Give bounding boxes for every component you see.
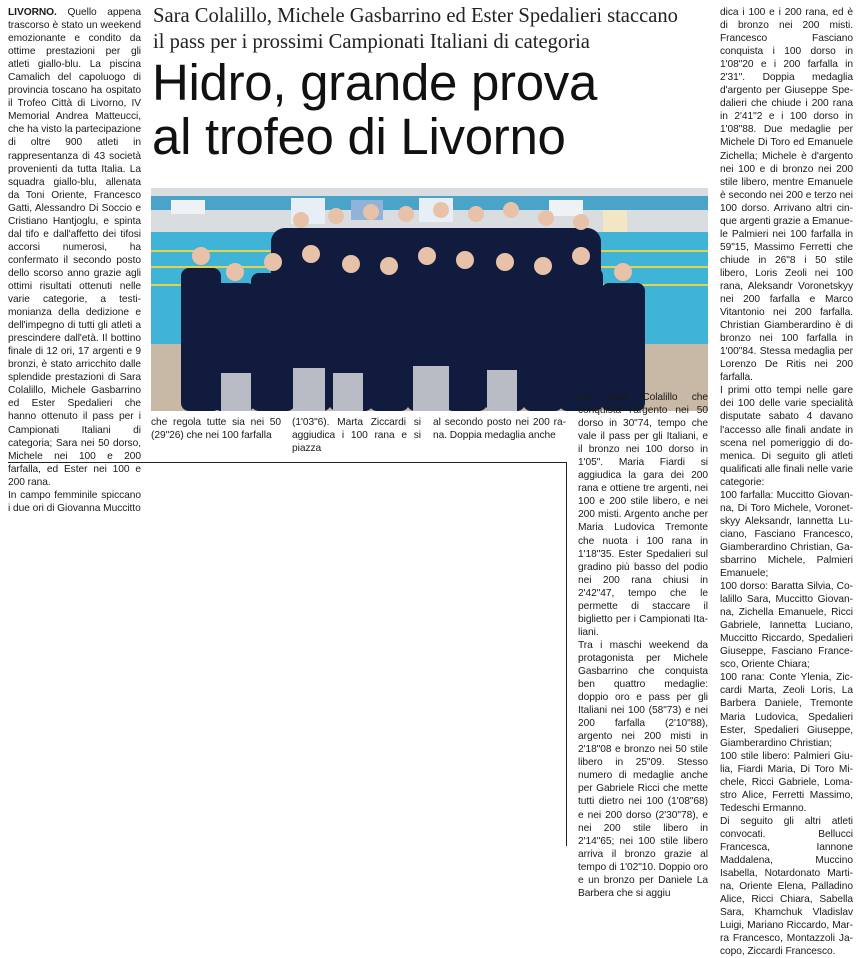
wall-banner	[549, 200, 583, 216]
paragraph: In campo femminile spiccano i due ori di Giovanna Muccitto	[8, 489, 141, 514]
paragraph: 100 stile libero: Palmieri Giulia, Fiardi Maria, Di Toro Michele, Ricci Gabriele, Lomastro Alice, Ferretti Massimo, Tedeschi Ermanno.	[720, 750, 853, 814]
team-photo-image	[151, 188, 708, 411]
paragraph: 100 dorso: Baratta Silvia, Colalillo Sara, Muccitto Giovanna, Zichella Emanuele, Ricci Gabriele, Iannetta Luciano, Muccitto Riccardo, Spedalieri Giuseppe, Fasciano Francesco, Oriente Chiara;	[720, 581, 853, 671]
paragraph: Di seguito gli altri atleti convocati. Bellucci Francesca, Iannone Maddalena, Muccino Isabella, Notardonato Martina, Oriente Elena, Palladino Alice, Ricci Chiara, Sabella Sara, Khamchuk Vladislav Luigi, Mariano Riccardo, Marra Francesco, Montazzoli Jacopo, Ziccardi Francesco.	[720, 815, 853, 958]
article-column-under-photo-1	[151, 416, 281, 442]
kicker-line: il pass per i prossimi Campionati Italiani di categoria	[153, 31, 590, 53]
article-headline	[152, 56, 712, 164]
paragraph: dica i 100 e i 200 rana, ed è di bronzo nei 200 misti. Francesco Fasciano conquista i 100 dorso in 1'08"20 e i 200 farfalla in 2'31". Doppia medaglia d'argento per Giuseppe Spedalieri che chiude i 200 rana in 2'41"2 e i 100 dorso in 1'08"88. Due medaglie per Michele Di Toro ed Emanuele Zichella; Michele è d'argento nei 100 e di bronzo nei 200 stile libero, mentre Emanuele è secondo nei 200 e terzo nei 100 dorso. Arrivano altri cinque argenti grazie a Emanuele Palmieri nei 100 farfalla in 59"15, Massimo Ferretti che chiude in 26"8 i 50 stile libero, Loris Zeoli nei 100 rana, Aleksandr Voronetskyy nei 200 farfalla e Marco Vitantonio nei 200 farfalla. Christian Giamberardino è di bronzo nei 100 farfalla in 1'00"84. Stessa medaglia per Lorenzo De Ritis nei 200 farfalla.	[720, 7, 853, 384]
paragraph: 100 rana: Conte Ylenia, Ziccardi Marta, Zeoli Loris, La Barbera Daniele, Tremonte Maria Ludovica, Spedalieri Ester, Spedalieri Giuseppe, Giamberardino Christian;	[720, 672, 853, 749]
dateline: LIVORNO.	[8, 7, 57, 18]
paragraph: I primi otto tempi nelle gare dei 100 delle varie specialità disputate sabato 4 davano l'accesso alle finali andate in scena nel pomeriggio di domenica. Di seguito gli atleti qualificati alle finali nelle varie categorie:	[720, 385, 853, 488]
article-column-1	[8, 6, 141, 515]
paragraph-text: Quello appena trascorso è stato un weekend emozionante e condito da ottime prestazioni per gli atleti giallo-blu. La piscina Camalich del capoluogo di provincia toscano ha ospitato il Trofeo Città di Livorno, IV Memorial Andrea Matteucci, che ha visto la partecipazione di oltre 900 atleti in rappresentanza di 43 società provenienti da tutta Italia. La squadra giallo-blu, allenata da Toni Oriente, Francesco Gatti, Alessandro Di Soccio e Cristiano Hantjoglu, e spinta dal tifo e dall'affetto dei tifosi accorsi numerosi, ha confermato il secondo posto dello scorso anno grazie agli ottimi risultati ottenuti nelle varie categorie, a testimonianza della dedizione e dell'impegno di tutti gli atleti a prescindere dall'età. Il bottino finale di 12 ori, 17 argenti e 9 bronzi, è stato arricchito dalle splendide prestazioni di Sara Colalillo, Michele Gasbarrino ed Ester Spedalieri che hanno ottenuto il pass per i Campionati Italiani di categoria; Sara nei 50 dorso, Michele nei 100 e 200 farfalla, ed Ester nei 100 e 200 rana.	[8, 7, 141, 488]
paragraph: per Sara Colalillo che conquista l'argento nei 50 dorso in 30"74, tempo che vale il pass per gli Italiani, e il bronzo nei 100 dorso in 1'05". Maria Fiardi si aggiudica la gara dei 200 rana e ottiene tre argenti, nei 100 e 200 stile libero, e nei 200 misti. Argento anche per Maria Ludovica Tremonte che nuota i 100 rana in 1'18"35. Ester Spedalieri sul gradino più basso del podio nei 200 rana chiusi in 2'42"47, tempo che le permette di staccare il biglietto per i Campionati Italiani.	[578, 392, 708, 638]
paragraph: al secondo posto nei 200 rana. Doppia medaglia anche	[433, 417, 566, 442]
article-column-under-photo-2	[292, 416, 421, 455]
kicker-line: Sara Colalillo, Michele Gasbarrino ed Ester Spedalieri staccano	[153, 5, 678, 27]
paragraph: Tra i maschi weekend da protagonista per Michele Gasbarrino che conquista ben quattro medaglie: doppio oro e pass per gli Italiani nei 100 (58"73) e nei 200 farfalla (2'10"88), argento nei 200 misti in 2'18"08 e bronzo nei 50 stile libero in 25"09. Stesso numero di medaglie anche per Gabriele Ricci che mette tutti dietro nei 100 (1'08"68) e nei 200 dorso (2'30"78), e nei 200 stile libero in 2'14"65; nei 100 stile libero arriva il bronzo grazie al tempo di 1'02"10. Doppio oro e un bronzo per Daniele La Barbera che si aggiu	[578, 639, 708, 899]
adjacent-article-border-top	[8, 462, 567, 463]
headline-line: al trofeo di Livorno	[152, 108, 566, 165]
wall-banner	[171, 200, 205, 214]
adjacent-article-border-right	[566, 462, 567, 846]
article-kicker	[153, 3, 713, 55]
paragraph: (1'03"6). Marta Ziccardi si aggiudica i 100 rana e si piazza	[292, 417, 421, 455]
paragraph	[8, 6, 141, 489]
article-column-under-photo-3	[433, 416, 566, 442]
headline-line: Hidro, grande prova	[152, 54, 598, 111]
paragraph: 100 farfalla: Muccitto Giovanna, Di Toro Michele, Voronetskyy Aleksandr, Iannetta Luciano, Fasciano Francesco, Giamberardino Christian, Gasbarrino Michele, Palmieri Emanuele;	[720, 489, 853, 580]
paragraph: che regola tutte sia nei 50 (29"26) che nei 100 farfalla	[151, 417, 281, 442]
article-column-3	[578, 391, 708, 900]
team-photo	[151, 188, 708, 411]
article-column-4	[720, 6, 853, 958]
